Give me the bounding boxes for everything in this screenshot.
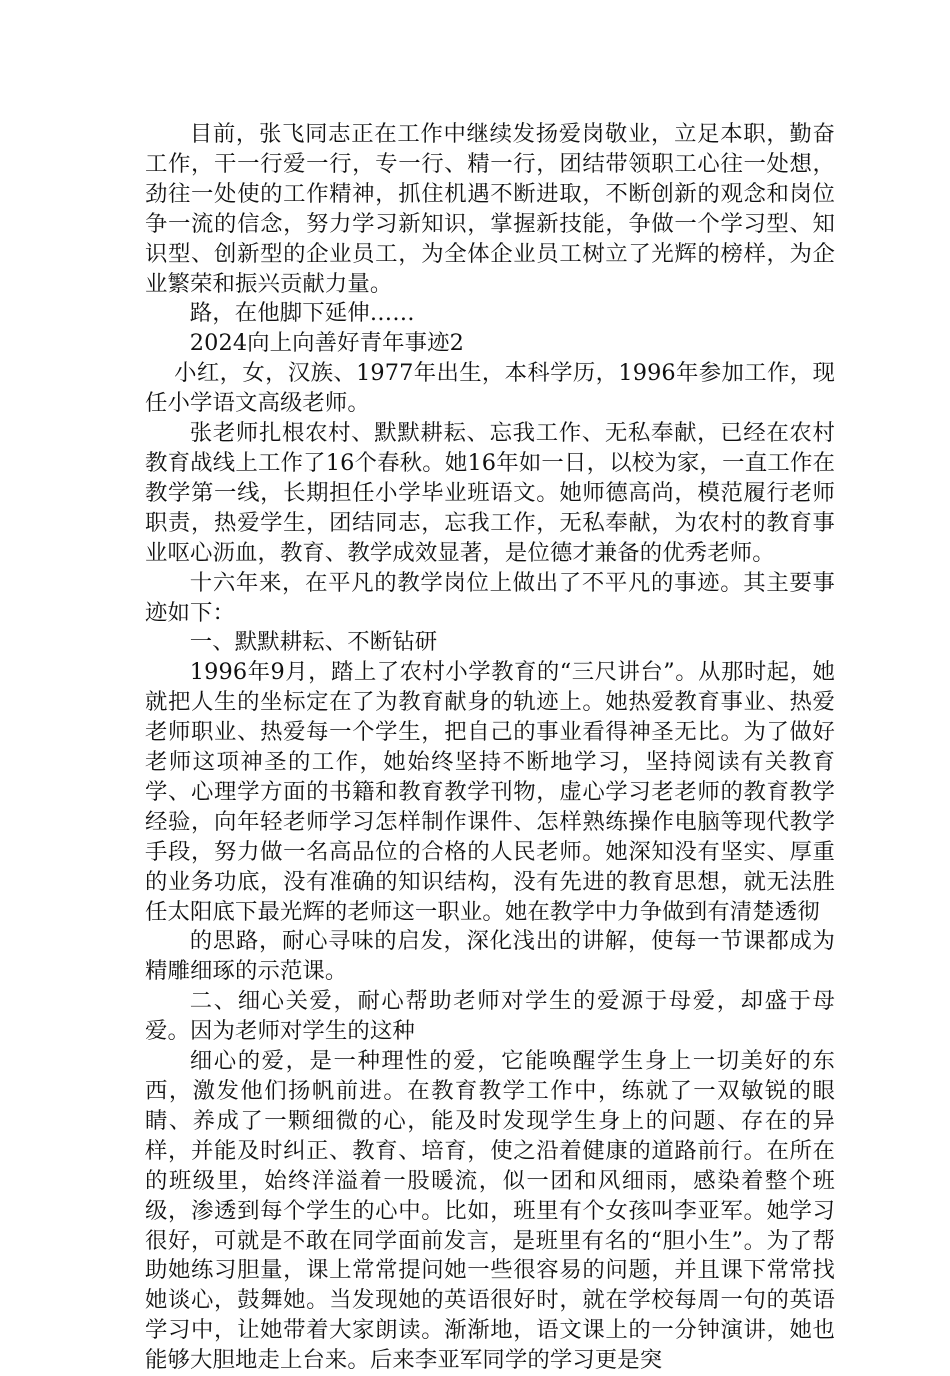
subheading-one: 一、默默耕耘、不断钻研 xyxy=(189,629,438,656)
paragraph-careful-love: 细心的爱，是一种理性的爱，它能唤醒学生身上一切美好的东西，激发他们扬帆前进。在教育教学工作中，练就了一双敏锐的眼睛、养成了一颗细微的心，能及时发现学生身上的问题、存在的异样，并能及时纠正、教育、培育，使之沿着健康的道路前行。在所在的班级里，始终洋溢着一股暖流，似一团和风细雨，感染着整个班级，渗透到每个学生的心中。比如，班里有个女孩叫李亚军。她学习很好，可就是不敢在同学面前发言，是班里有名的“胆小生”。为了帮助她练习胆量，课上常常提问她一些很容易的问题，并且课下常常找她谈心，鼓舞她。当发现她的英语很好时，就在学校每周一句的英语学习中，让她带着大家朗读。渐渐地，语文课上的一分钟演讲，她也能够大胆地走上台来。后来李亚军同学的学习更是突 xyxy=(145,1048,835,1374)
document-page xyxy=(145,120,835,1376)
paragraph-1996: 1996年9月，踏上了农村小学教育的“三尺讲台”。从那时起，她就把人生的坐标定在了为教育献身的轨迹上。她热爱教育事业、热爱老师职业、热爱每一个学生，把自己的事业看得神圣无比。为了做好老师这项神圣的工作，她始终坚持不断地学习，坚持阅读有关教育学、心理学方面的书籍和教育教学刊物，虚心学习老老师的教育教学经验，向年轻老师学习怎样制作课件、怎样熟练操作电脑等现代教学手段，努力做一名高品位的合格的人民老师。她深知没有坚实、厚重的业务功底，没有准确的知识结构，没有先进的教育思想，就无法胜任太阳底下最光辉的老师这一职业。她在教学中力争做到有清楚透彻 xyxy=(145,659,835,925)
section-heading: 2024向上向善好青年事迹2 xyxy=(189,330,464,357)
paragraph-road: 路，在他脚下延伸…… xyxy=(189,300,415,327)
paragraph-dedication: 目前，张飞同志正在工作中继续发扬爱岗敬业，立足本职，勤奋工作，干一行爱一行，专一行、精一行，团结带领职工心往一处想，劲往一处使的工作精神，抓住机遇不断进取，不断创新的观念和岗位争一流的信念，努力学习新知识，掌握新技能，争做一个学习型、知识型、创新型的企业员工，为全体企业员工树立了光辉的榜样，为企业繁荣和振兴贡献力量。 xyxy=(145,121,835,297)
paragraph-profile: 小红，女，汉族、1977年出生，本科学历，1996年参加工作，现任小学语文高级老师。 xyxy=(145,360,835,417)
paragraph-sixteen-years: 十六年来，在平凡的教学岗位上做出了不平凡的事迹。其主要事迹如下： xyxy=(145,569,835,626)
paragraph-thinking: 的思路，耐心寻味的启发，深化浅出的讲解，使每一节课都成为精雕细琢的示范课。 xyxy=(145,928,835,985)
paragraph-teacher-summary: 张老师扎根农村、默默耕耘、忘我工作、无私奉献，已经在农村教育战线上工作了16个春秋。她16年如一日，以校为家，一直工作在教学第一线，长期担任小学毕业班语文。她师德高尚，模范履行老师职责，热爱学生，团结同志，忘我工作，无私奉献，为农村的教育事业呕心沥血，教育、教学成效显著，是位德才兼备的优秀老师。 xyxy=(145,420,835,566)
subheading-two: 二、细心关爱，耐心帮助老师对学生的爱源于母爱，却盛于母爱。因为老师对学生的这种 xyxy=(145,988,835,1045)
